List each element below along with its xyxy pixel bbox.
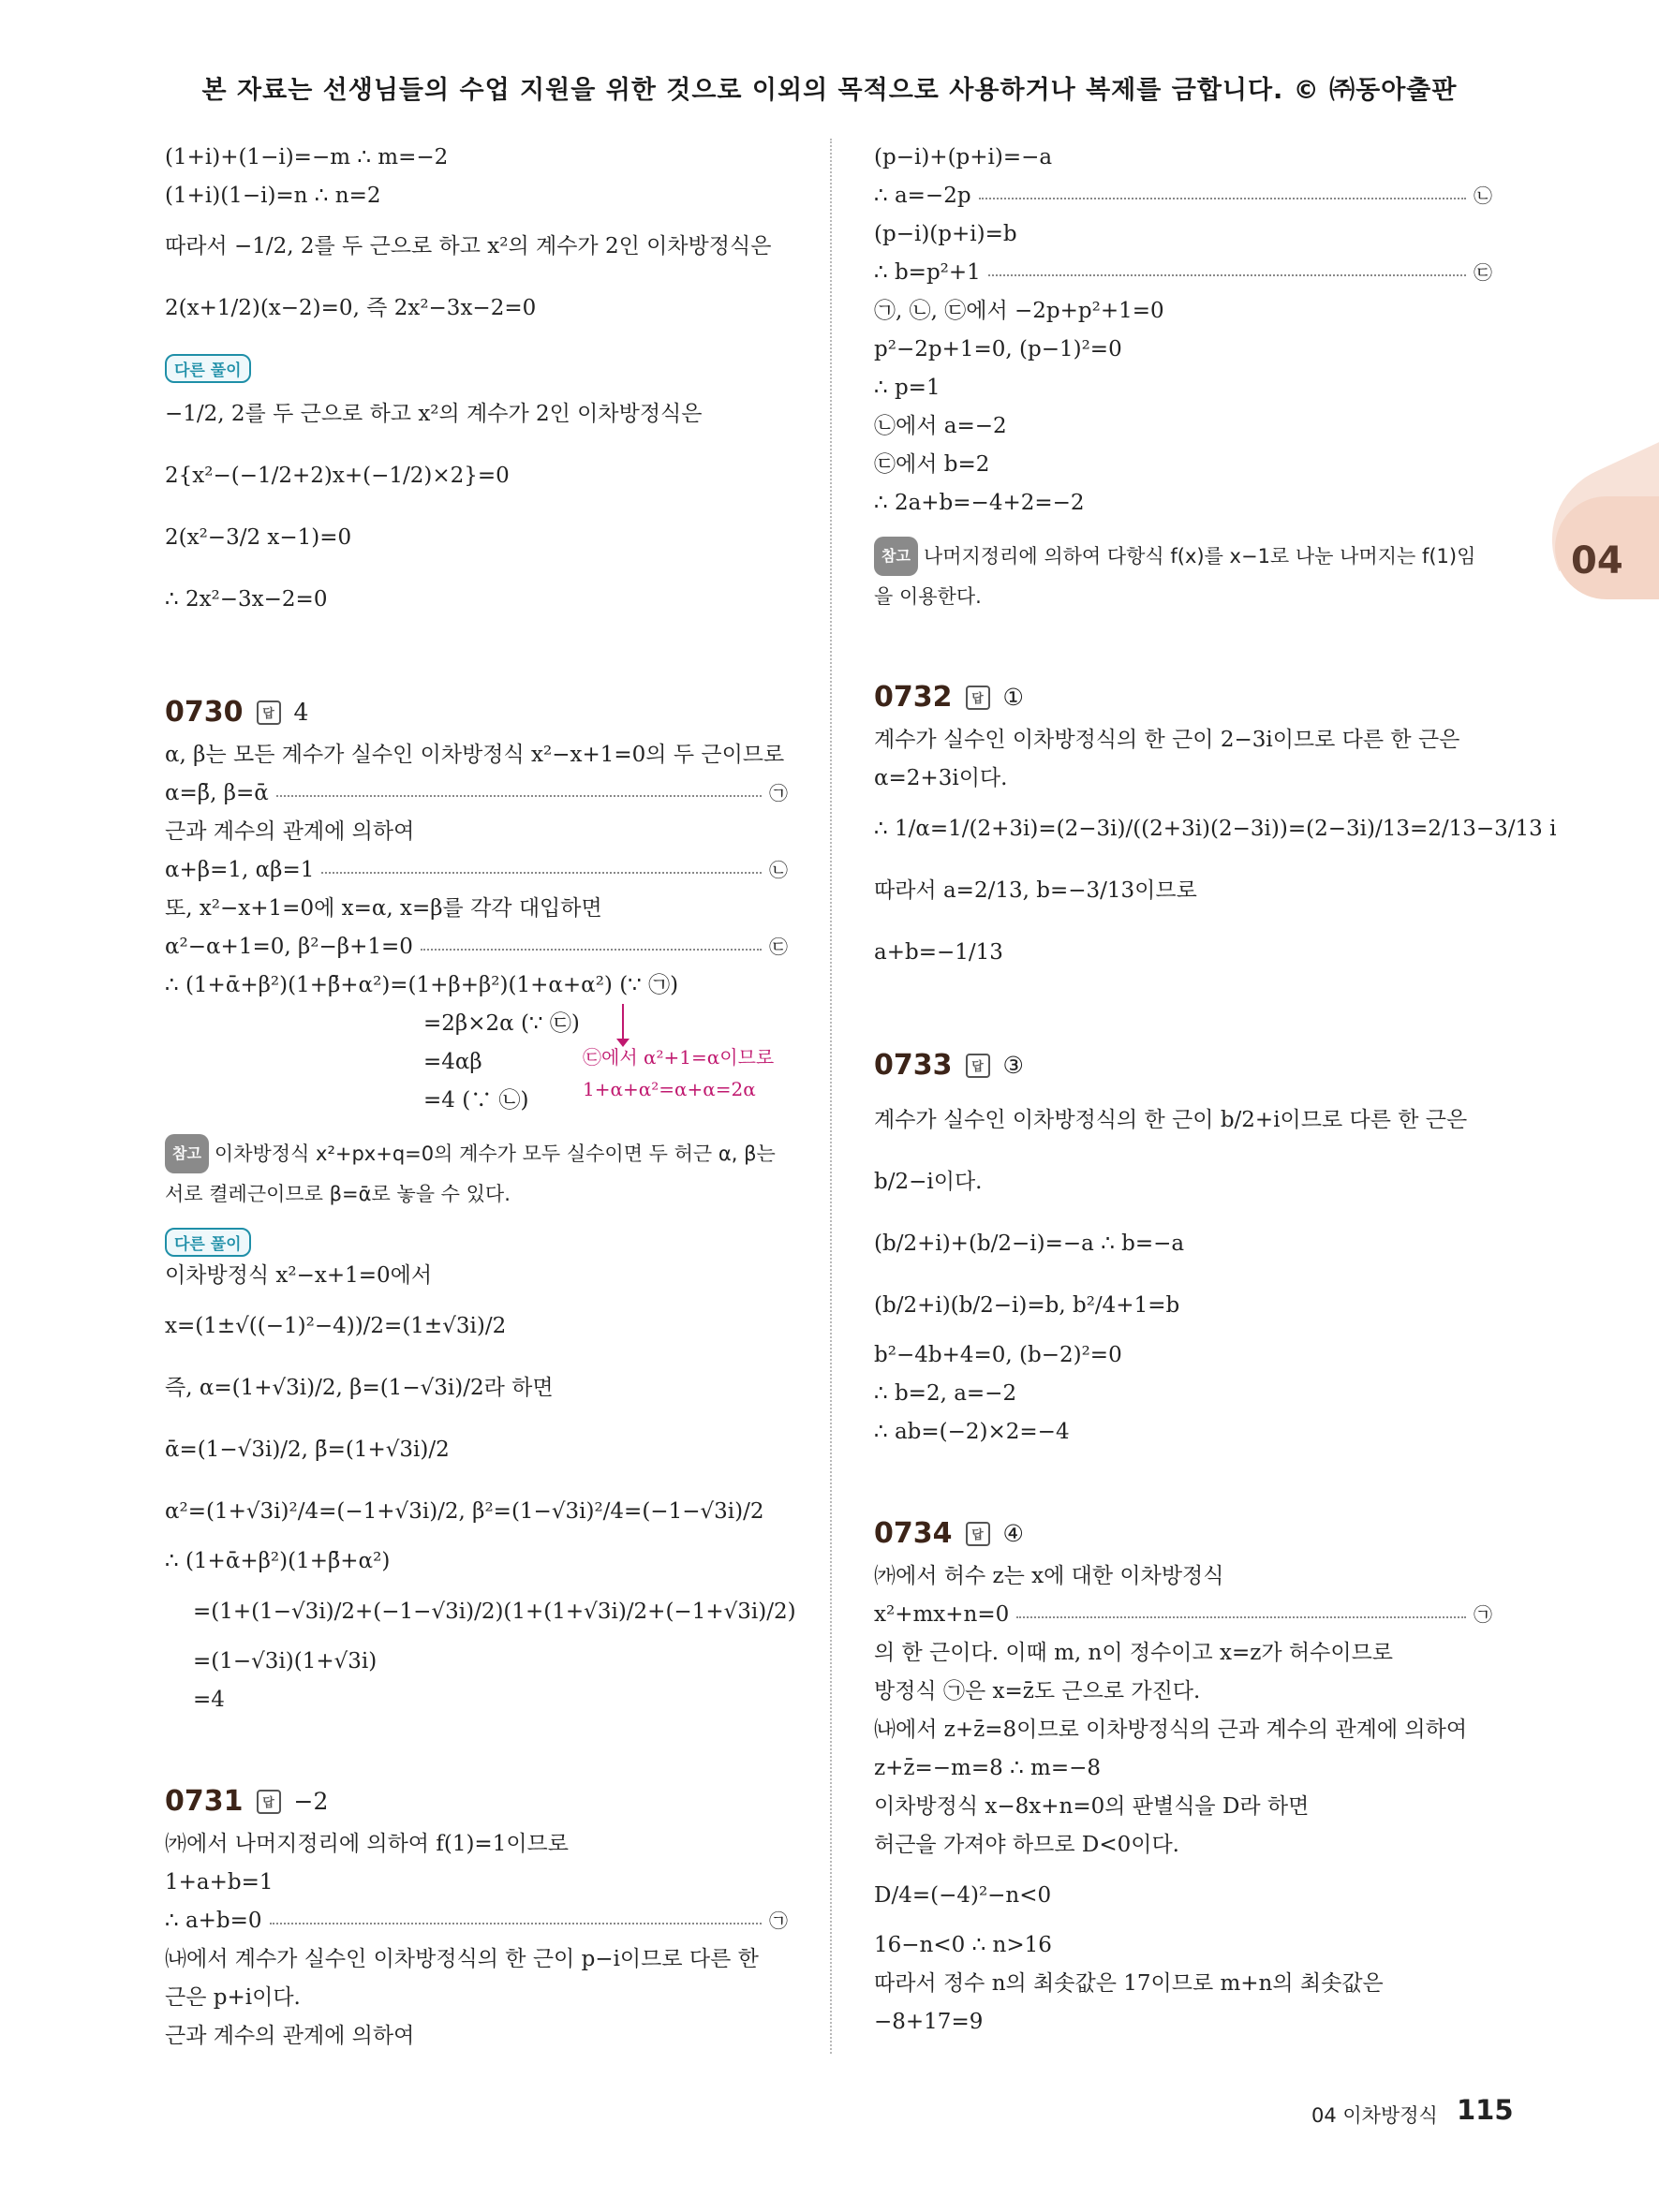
reference-note [165, 1135, 788, 1213]
text-line: 이차방정식 x²−x+1=0에서 [165, 1263, 433, 1288]
equation-line: =4αβ [423, 1050, 482, 1074]
equation-line: ∴ (1+ᾱ+β²)(1+β̄+α²) [165, 1549, 391, 1573]
equation-line: ∴ (1+ᾱ+β²)(1+β̄+α²)=(1+β+β²)(1+α+α²) (∵ ㉠) [165, 973, 679, 997]
note-text: 나머지정리에 의하여 다항식 f(x)를 x−1로 나눈 나머지는 f(1)임 [923, 545, 1476, 568]
problem-number: 0730 [165, 696, 244, 729]
text-line: (1+i)(1−i)=n ∴ n=2 [165, 184, 381, 208]
text-line: 계수가 실수인 이차방정식의 한 근이 2−3i이므로 다른 한 근은 [874, 728, 1460, 752]
text-line: 이차방정식 x−8x+n=0의 판별식을 D라 하면 [874, 1794, 1310, 1819]
text-line: 1+a+b=1 [165, 1870, 274, 1895]
right-column [874, 139, 1557, 2042]
text-line: 의 한 근이다. 이때 m, n이 정수이고 x=z가 허수이므로 [874, 1641, 1394, 1665]
marked-line [874, 254, 1492, 292]
answer-badge: 답 [966, 1054, 990, 1078]
equation-line: α²=(1+√3i)²/4=(−1+√3i)/2, β²=(1−√3i)²/4=(−1−√3i)/2 [165, 1499, 764, 1524]
equation-line: (b/2+i)(b/2−i)=b, b²/4+1=b [874, 1293, 1180, 1318]
text-line: 2{x²−(−1/2+2)x+(−1/2)×2}=0 [165, 464, 510, 488]
marked-line [165, 851, 788, 890]
problem-number: 0731 [165, 1785, 244, 1818]
answer-badge: 답 [966, 686, 990, 710]
text-line: 허근을 가져야 하므로 D<0이다. [874, 1833, 1179, 1857]
alt-solution-label: 다른 풀이 [165, 1228, 251, 1257]
equation-marker: ㉡ [1474, 184, 1492, 207]
text-line: 근과 계수의 관계에 의하여 [165, 819, 415, 844]
text-line: ㈏에서 z+z̄=8이므로 이차방정식의 근과 계수의 관계에 의하여 [874, 1718, 1468, 1742]
equation-line: =(1−√3i)(1+√3i) [193, 1649, 378, 1674]
equation-line: ∴ 1/α=1/(2+3i)=(2−3i)/((2+3i)(2−3i))=(2−3i)/13=2/13−3/13 i [874, 817, 1557, 841]
answer-value: −2 [293, 1788, 329, 1815]
marked-line [874, 139, 1492, 177]
equation-line: =2β×2α (∵ ㉢) [423, 1011, 580, 1036]
problem-0734-header [874, 1517, 1492, 1550]
note-text: 이차방정식 x²+px+q=0의 계수가 모두 실수이면 두 허근 α, β는 [214, 1143, 776, 1165]
alt-solution-tag [165, 354, 788, 383]
equation: α=β̄, β=ᾱ [165, 781, 269, 805]
equation-line: ㉢에서 b=2 [874, 452, 990, 477]
equation: α+β=1, αβ=1 [165, 858, 315, 882]
equation-line: =(1+(1−√3i)/2+(−1−√3i)/2)(1+(1+√3i)/2+(−1+√3i)/2) [193, 1600, 796, 1624]
page-number: 115 [1457, 2094, 1514, 2126]
problem-number: 0732 [874, 681, 953, 714]
equation-line: ∴ p=1 [874, 376, 941, 400]
callout-line: ㉢에서 α²+1=α이므로 [583, 1046, 775, 1069]
note-text: 서로 켤레근이므로 β=ᾱ로 놓을 수 있다. [165, 1183, 511, 1205]
marked-line [165, 774, 788, 813]
callout-line: 1+α+α²=α+α=2α [583, 1078, 756, 1100]
equation-line: (b/2+i)+(b/2−i)=−a ∴ b=−a [874, 1231, 1185, 1256]
marked-line [874, 1596, 1492, 1634]
equation-line: p²−2p+1=0, (p−1)²=0 [874, 337, 1122, 361]
answer-value: 4 [293, 699, 309, 726]
note-tag: 참고 [874, 537, 918, 576]
equation: (p−i)+(p+i)=−a [874, 145, 1053, 170]
equation-line: 16−n<0 ∴ n>16 [874, 1933, 1052, 1957]
equation-line: D/4=(−4)²−n<0 [874, 1883, 1052, 1908]
note-tag: 참고 [165, 1134, 209, 1173]
problem-number: 0733 [874, 1049, 953, 1082]
equation-line: x=(1±√((−1)²−4))/2=(1±√3i)/2 [165, 1314, 507, 1338]
problem-0733-header [874, 1049, 1492, 1082]
callout-arrow [622, 1004, 624, 1041]
text-line: (1+i)+(1−i)=−m ∴ m=−2 [165, 145, 449, 170]
text-line: α, β는 모든 계수가 실수인 이차방정식 x²−x+1=0의 두 근이므로 [165, 743, 785, 767]
reference-note [874, 538, 1492, 615]
text-line: ㈎에서 나머지정리에 의하여 f(1)=1이므로 [165, 1832, 569, 1856]
equation-line: −8+17=9 [874, 2010, 984, 2034]
problem-0730-header [165, 696, 788, 729]
problem-number: 0734 [874, 1517, 953, 1550]
equation-marker: ㉠ [769, 782, 788, 804]
equation-line: b²−4b+4=0, (b−2)²=0 [874, 1343, 1122, 1367]
callout-annotation [583, 1041, 774, 1105]
answer-badge: 답 [257, 700, 281, 725]
text-line: ㈏에서 계수가 실수인 이차방정식의 한 근이 p−i이므로 다른 한 [165, 1947, 759, 1971]
answer-value: ④ [1002, 1520, 1024, 1547]
marked-line [874, 177, 1492, 215]
answer-badge: 답 [966, 1522, 990, 1546]
equation: α²−α+1=0, β²−β+1=0 [165, 935, 413, 959]
text-line: −1/2, 2를 두 근으로 하고 x²의 계수가 2인 이차방정식은 [165, 402, 703, 426]
marked-line [165, 928, 788, 966]
text-line: 근은 p+i이다. [165, 1985, 301, 2010]
equation-line: ᾱ=(1−√3i)/2, β̄=(1+√3i)/2 [165, 1438, 450, 1462]
text-line: ㈎에서 허수 z는 x에 대한 이차방정식 [874, 1564, 1224, 1588]
copyright-banner: 본 자료는 선생님들의 수업 지원을 위한 것으로 이외의 목적으로 사용하거나 복제를 금합니다. © ㈜동아출판 [201, 76, 1458, 105]
text-line: 따라서 a=2/13, b=−3/13이므로 [874, 878, 1197, 903]
text-line: 또, x²−x+1=0에 x=α, x=β를 각각 대입하면 [165, 896, 602, 921]
equation-marker: ㉢ [1474, 261, 1492, 284]
equation-marker: ㉠ [1474, 1603, 1492, 1626]
equation-marker: ㉡ [769, 859, 788, 881]
chapter-side-tab-label: 04 [1571, 539, 1623, 582]
text-line: 따라서 정수 n의 최솟값은 17이므로 m+n의 최솟값은 [874, 1971, 1384, 1996]
alt-solution-label: 다른 풀이 [165, 354, 251, 383]
equation-marker: ㉢ [769, 936, 788, 958]
answer-badge: 답 [257, 1790, 281, 1814]
answer-value: ① [1002, 684, 1024, 711]
text-line: 계수가 실수인 이차방정식의 한 근이 b/2+i이므로 다른 한 근은 [874, 1108, 1468, 1132]
column-divider [830, 139, 832, 2054]
text-line: 방정식 ㉠은 x=z̄도 근으로 가진다. [874, 1679, 1201, 1703]
text-line: 근과 계수의 관계에 의하여 [165, 2024, 415, 2048]
equation: ∴ a=−2p [874, 184, 971, 208]
text-line: α=2+3i이다. [874, 766, 1008, 790]
equation: x²+mx+n=0 [874, 1602, 1010, 1627]
note-text: 을 이용한다. [874, 585, 982, 608]
problem-0732-header [874, 681, 1492, 714]
equation-line: =4 [193, 1688, 225, 1712]
equation-line: z+z̄=−m=8 ∴ m=−8 [874, 1756, 1102, 1780]
text-line: 2(x²−3/2 x−1)=0 [165, 525, 352, 550]
alt-solution-tag [165, 1228, 788, 1257]
marked-line [165, 1902, 788, 1940]
text-line: b/2−i이다. [874, 1170, 983, 1194]
answer-value: ③ [1002, 1052, 1024, 1079]
equation-line: ∴ b=2, a=−2 [874, 1381, 1017, 1406]
marked-line [874, 215, 1492, 254]
equation-line: ∴ 2a+b=−4+2=−2 [874, 491, 1085, 515]
equation-line: ㉠, ㉡, ㉢에서 −2p+p²+1=0 [874, 299, 1164, 323]
equation-line: 즉, α=(1+√3i)/2, β=(1−√3i)/2라 하면 [165, 1376, 554, 1400]
equation-line: a+b=−1/13 [874, 940, 1003, 965]
equation-marker: ㉠ [769, 1910, 788, 1932]
footer-chapter-title: 04 이차방정식 [1311, 2104, 1438, 2127]
equation-line: =4 (∵ ㉡) [423, 1088, 529, 1113]
equation: ∴ a+b=0 [165, 1909, 262, 1933]
equation: ∴ b=p²+1 [874, 260, 981, 285]
equation: (p−i)(p+i)=b [874, 222, 1017, 246]
equation-line: ∴ ab=(−2)×2=−4 [874, 1420, 1070, 1444]
text-line: 따라서 −1/2, 2를 두 근으로 하고 x²의 계수가 2인 이차방정식은 [165, 234, 772, 258]
equation-line: ㉡에서 a=−2 [874, 414, 1007, 438]
text-line: ∴ 2x²−3x−2=0 [165, 587, 328, 612]
problem-0731-header [165, 1785, 788, 1818]
text-line: 2(x+1/2)(x−2)=0, 즉 2x²−3x−2=0 [165, 296, 537, 320]
